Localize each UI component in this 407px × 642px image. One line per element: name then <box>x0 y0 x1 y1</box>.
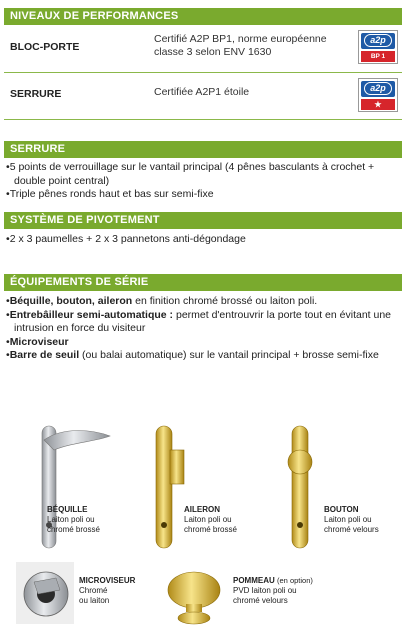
pommeau-photo <box>164 566 224 626</box>
list-item: • Béquille, bouton, aileron en finition chromé brossé ou laiton poli. <box>6 295 400 309</box>
perf-row-serrure <box>4 74 402 118</box>
bequille-caption: BÉQUILLE Laiton poli ou chromé brossé <box>47 505 100 534</box>
microviseur-photo <box>16 562 74 624</box>
bouton-caption: BOUTON Laiton poli ou chromé velours <box>324 505 379 534</box>
perf-label: SERRURE <box>10 88 62 100</box>
list-item: • 2 x 3 paumelles + 2 x 3 pannetons anti-dégondage <box>6 233 400 247</box>
a2p-bp1-logo: a2p BP 1 <box>358 30 398 64</box>
equipements-list <box>6 295 400 363</box>
list-item: • Barre de seuil (ou balai automatique) sur le vantail principal + brosse semi-fixe <box>6 349 400 363</box>
section-title-performances: NIVEAUX DE PERFORMANCES <box>4 8 402 25</box>
section-title-equipements: ÉQUIPEMENTS DE SÉRIE <box>4 274 402 291</box>
pommeau-caption: POMMEAU (en option) PVD laiton poli ou chromé velours <box>233 576 313 605</box>
perf-desc: Certifié A2P BP1, norme européenne classe 3 selon ENV 1630 <box>154 33 327 58</box>
pivotement-list <box>6 233 400 247</box>
a2p-star-logo: a2p ★ <box>358 78 398 112</box>
aileron-caption: AILERON Laiton poli ou chromé brossé <box>184 505 237 534</box>
perf-label: BLOC-PORTE <box>10 41 80 53</box>
perf-desc: Certifiée A2P1 étoile <box>154 86 250 98</box>
bouton-photo <box>282 420 322 550</box>
list-item: • Microviseur <box>6 336 400 350</box>
serrure-list <box>6 161 400 202</box>
microviseur-caption: MICROVISEUR Chromé ou laiton <box>79 576 136 605</box>
section-title-pivotement: SYSTÈME DE PIVOTEMENT <box>4 212 402 229</box>
row-divider <box>4 119 402 120</box>
row-divider <box>4 72 402 73</box>
list-item: • Triple pênes ronds haut et bas sur semi-fixe <box>6 188 400 202</box>
list-item: • Entrebâilleur semi-automatique : permet d'entrouvrir la porte tout en évitant une intrusion en force du visiteur <box>6 309 400 336</box>
section-title-serrure: SERRURE <box>4 141 402 158</box>
list-item: • 5 points de verrouillage sur le vantail principal (4 pênes basculants à crochet + double point central) <box>6 161 400 188</box>
perf-row-bloc-porte <box>4 27 402 71</box>
